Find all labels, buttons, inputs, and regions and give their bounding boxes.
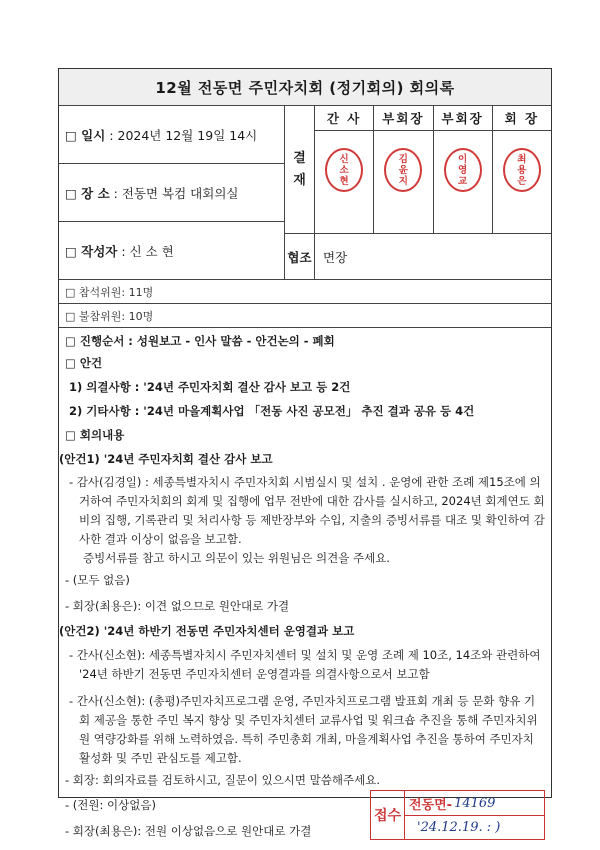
- receipt-stamp: [370, 790, 545, 840]
- approval-grid: [315, 106, 551, 233]
- section-1-response: - (모두 없음): [65, 573, 130, 587]
- author-label: □ 작성자: [65, 244, 118, 259]
- absent-members: □ 불참위원: 10명: [59, 304, 551, 328]
- section-2-title: (안건2) '24년 하반기 전동면 주민자치센터 운영결과 보고: [59, 624, 355, 638]
- place-value: : 전동면 복컴 대회의실: [113, 185, 239, 201]
- header-block: [59, 106, 551, 280]
- section-2-chair-note: - 회장: 회의자료를 검토하시고, 질문이 있으시면 말씀해주세요.: [65, 773, 380, 787]
- agenda-item-2: 2) 기타사항 : '24년 마을계획사업 「전동 사진 공모전」 추진 결과 공유 등 4건: [69, 404, 475, 418]
- content-heading: □ 회의내용: [65, 428, 125, 442]
- receipt-date: '24.12.19. : ): [417, 820, 501, 835]
- signature-stamp: 최 용 은: [503, 148, 541, 192]
- place-label: □ 장 소: [65, 185, 110, 201]
- present-members: □ 참석위원: 11명: [59, 280, 551, 304]
- approval-label: 결 재: [285, 106, 315, 233]
- approval-col-vice2: [434, 106, 493, 233]
- agenda-item-1: 1) 의결사항 : '24년 주민자치회 결산 감사 보고 등 2건: [69, 380, 351, 394]
- approval-role: 간 사: [315, 106, 373, 131]
- meeting-info: [59, 106, 285, 279]
- signature-stamp: 이 영 교: [444, 148, 482, 192]
- receipt-number: 14169: [454, 795, 496, 811]
- document-title: 12월 전동면 주민자치회 (정기회의) 회의록: [59, 69, 551, 106]
- approval-col-secretary: [315, 106, 374, 233]
- place-field: [59, 164, 284, 222]
- cooperation-row: [285, 234, 551, 280]
- section-1-title: (안건1) '24년 주민자치회 결산 감사 보고: [59, 452, 273, 466]
- section-1-decision: - 회장(최용은): 이견 없으므로 원안대로 가결: [65, 599, 290, 613]
- signature-stamp: 신 소 현: [325, 148, 363, 192]
- date-field: [59, 106, 284, 164]
- cooperation-label: 협조: [285, 234, 315, 280]
- section-2-decision: - 회장(최용은): 전원 이상없음으로 원안대로 가결: [65, 824, 312, 838]
- section-2-response: - (전원: 이상없음): [65, 798, 156, 812]
- approval-col-vice1: [374, 106, 433, 233]
- approval-col-chair: [493, 106, 551, 233]
- agenda-heading: □ 안건: [65, 356, 103, 370]
- date-label: □ 일시: [65, 127, 106, 143]
- section-2-report: - 간사(신소현): 세종특별자치시 주민자치센터 및 설치 및 운영 조례 제 10조, 14조와 관련하여 '24년 하반기 전동면 주민자치센터 운영결과를 의결사항으로서 보고함: [69, 648, 541, 681]
- author-value: : 신 소 현: [121, 244, 174, 259]
- agenda-order: □ 진행순서 : 성원보고 - 인사 말씀 - 안건논의 - 폐회: [65, 334, 335, 348]
- author-field: [59, 222, 284, 280]
- signature-stamp: 김 윤 지: [384, 148, 422, 192]
- section-1-audit: - 감사(김경일) : 세종특별자치시 주민자치회 시범실시 및 설치 . 운영에 관한 조례 제15조에 의거하여 주민자치회의 회계 및 집행에 업무 전반에 대한 감사를 실시하고, 2024년 회계연도 회비의 집행, 기록관리 및 처리사항 등 제반장부와 수입, 지출의 증빙서류를 대조 및 확인하여 감사한 결과 이상이 없음을 보고함. 증빙서류를 참고 하시고 의문이 있는 위원님은 의견을 주세요.: [69, 475, 545, 565]
- receipt-org: 전동면-: [409, 797, 453, 813]
- receipt-label: 접수: [371, 791, 405, 839]
- date-value: : 2024년 12월 19일 14시: [109, 127, 258, 143]
- section-2-summary: - 간사(신소현): (총평)주민자치프로그램 운영, 주민자치프로그램 발표회 개최 등 문화 향유 기회 제공을 통한 주민 복지 향상 및 주민자치센터 교류사업 및 워크숍 추진을 통해 주민자치위원 역량강화를 위해 노력하였음. 특히 주민총회 개최, 마을계획사업 추진을 통하여 주민자치 활성화 및 주민 관심도를 제고함.: [69, 694, 538, 765]
- approval-role: 회 장: [493, 106, 551, 131]
- cooperation-value: 면장: [323, 250, 348, 265]
- approval-role: 부회장: [434, 106, 492, 131]
- approval-table: [285, 106, 551, 234]
- approval-role: 부회장: [374, 106, 432, 131]
